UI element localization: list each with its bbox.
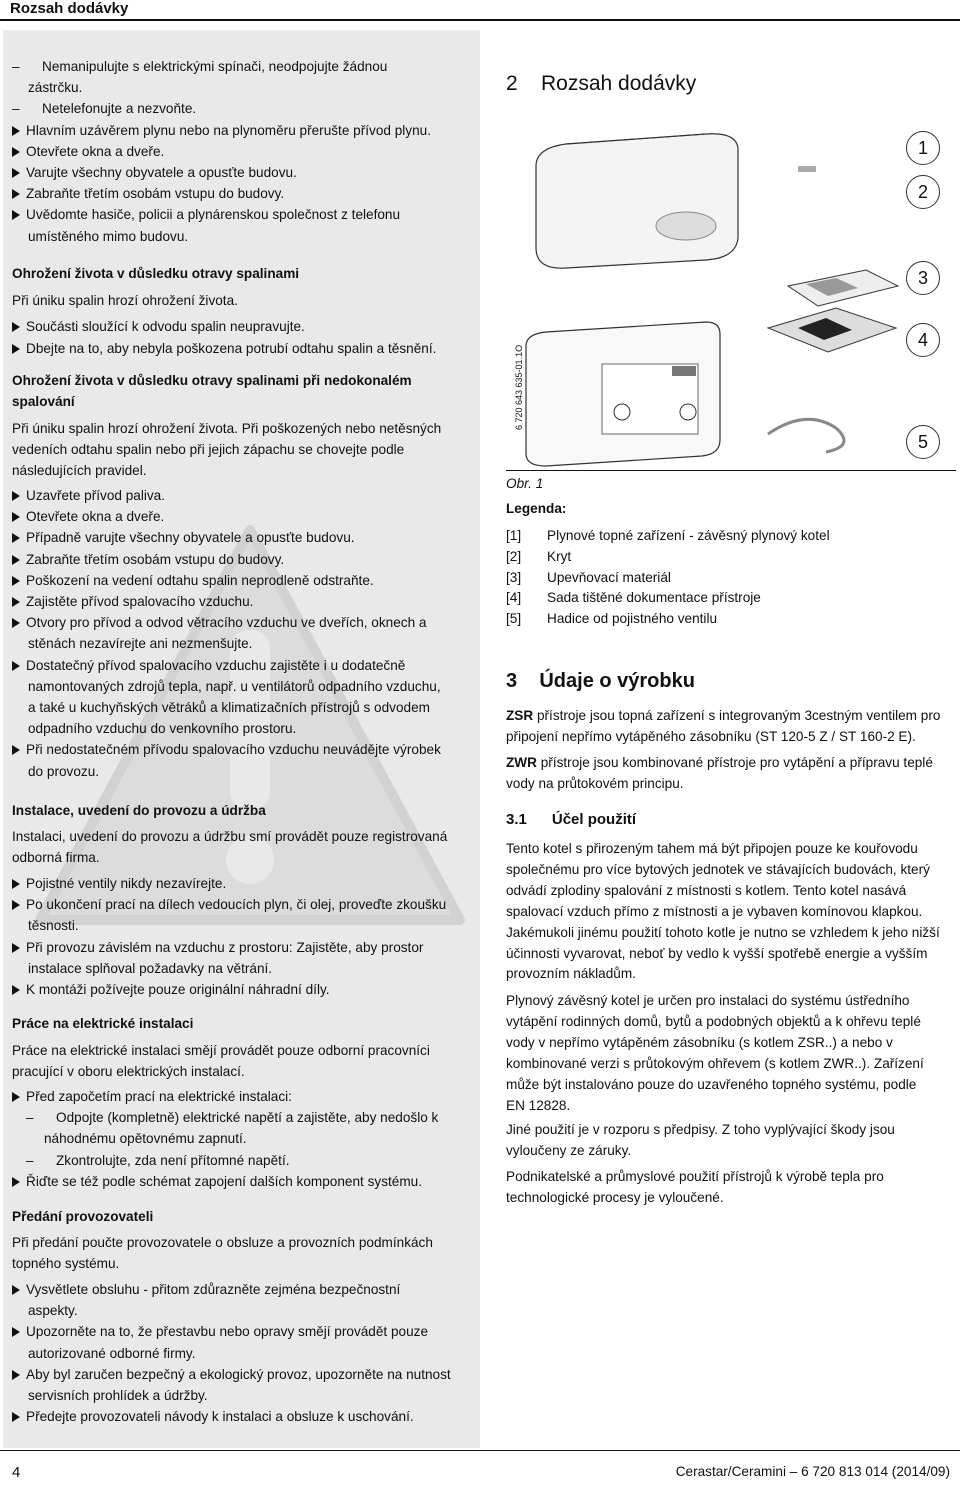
dash-text: Odpojte (kompletně) elektrické napětí a zajistěte, aby nedošlo k [56,1110,439,1126]
zsr-text-1: přístroje jsou topná zařízení s integrovaným 3cestným ventilem pro [533,708,941,723]
figure-callout-5: 5 [906,425,940,459]
figure-callout-4: 4 [906,323,940,357]
heading-incomplete-combustion: Ohrožení života v důsledku otravy spalinami při nedokonalém [12,373,412,388]
bullet-text: Varujte všechny obyvatele a opusťte budovu. [26,165,297,180]
bullet-item [12,338,436,359]
arrow-bullet-icon [12,126,20,136]
bullet-text: Zajistěte přívod spalovacího vzduchu. [26,594,254,609]
bullet-item [12,485,165,506]
continuation-line: stěnách nezavírejte ani nezmenšujte. [28,636,253,652]
bullet-text: Poškození na vedení odtahu spalin neprodleně odstraňte. [26,572,374,588]
arrow-bullet-icon [12,1177,20,1187]
arrow-bullet-icon [12,344,20,354]
continuation-line: umístěného mimo budovu. [28,228,189,244]
heading-handover: Předání provozovateli [12,1209,154,1224]
paragraph-line: odvádí zplodiny spalování z místnosti s kotlem. Tento kotel nasává [506,882,907,898]
arrow-bullet-icon [12,147,20,157]
dash-text: Zkontrolujte, zda není přítomné napětí. [56,1152,290,1168]
bullet-item [12,612,426,633]
continuation-line: instalace splňoval požadavky na větrání. [28,960,273,976]
bullet-item [12,120,431,141]
paragraph-line: vyloučeny ze záruky. [506,1142,632,1158]
arrow-bullet-icon [12,879,20,889]
paragraph-line: Práce na elektrické instalaci smějí provádět pouze odborní pracovníci [12,1043,430,1058]
bullet-text: Řiďte se též podle schémat zapojení dalších komponent systému. [26,1173,422,1189]
paragraph-line: vytápění rodinných domů, bytů a podobných objektů a k ohřevu teplé [506,1013,921,1029]
bullet-text: Vysvětlete obsluhu - přitom zdůrazněte zejména bezpečnostní [26,1282,401,1297]
bullet-text: Případně varujte všechny obyvatele a opusťte budovu. [26,530,355,546]
bullet-item [12,979,330,1000]
paragraph-line: vedeních odtahu spalin nebo při jejich zápachu se chovejte podle [12,442,405,458]
dash-bullet: – [12,101,20,117]
continuation-line: těsnosti. [28,918,79,934]
arrow-bullet-icon [12,168,20,178]
bullet-text: Upozorněte na to, že přestavbu nebo opravy smějí provádět pouze [26,1324,429,1340]
bullet-text: Zabraňte třetím osobám vstupu do budovy. [26,186,285,202]
zsr-line-1 [506,705,940,726]
bullet-item [12,1086,292,1107]
header-title: Rozsah dodávky [10,0,129,17]
legend-value: Kryt [547,548,572,564]
arrow-bullet-icon [12,322,20,332]
continuation-line: odpadního vzduchu do venkovního prostoru. [28,721,297,737]
bullet-text: Součásti sloužící k odvodu spalin neupravujte. [26,319,305,334]
paragraph-line: vody v nepřímo vytápěném zásobníku (s kotlem ZSR..) a nebo v [506,1034,893,1050]
arrow-bullet-icon [12,189,20,199]
arrow-bullet-icon [12,661,20,671]
legend-value: Upevňovací materiál [547,569,671,585]
figure-caption: Obr. 1 [506,476,544,491]
paragraph-line: Při úniku spalin hrozí ohrožení života. Při poškozených nebo netěsných [12,421,442,436]
bullet-item [12,506,164,527]
bullet-item [12,1171,422,1192]
arrow-bullet-icon [12,1370,20,1380]
page-number: 4 [12,1464,21,1481]
dash-text: Netelefonujte a nezvoňte. [42,101,197,117]
legend-key: [2] [506,548,522,564]
paragraph-line: provozním nákladům. [506,966,636,982]
arrow-bullet-icon [12,555,20,565]
arrow-bullet-icon [12,1092,20,1102]
arrow-bullet-icon [12,900,20,910]
legend-key: [3] [506,569,522,585]
figure-bottom-rule [506,470,956,471]
bullet-text: Dbejte na to, aby nebyla poškozena potrubí odtahu spalin a těsnění. [26,341,437,357]
heading-installation: Instalace, uvedení do provozu a údržba [12,803,266,818]
paragraph-line: Instalaci, uvedení do provozu a údržbu smí provádět pouze registrovaná [12,829,448,844]
heading-incomplete-combustion-2: spalování [12,394,75,409]
paragraph-line: kombinované verzi s průtokovým ohřevem (s kotlem ZWR..). Zařízení [506,1055,924,1071]
bullet-item [12,549,284,570]
bullet-item [12,570,374,591]
paragraph-line: Podnikatelské a průmyslové použití přístrojů k výrobě tepla pro [506,1169,884,1184]
zsr-label: ZSR [506,708,534,723]
zwr-line-2: vody na průtokovém principu. [506,776,684,791]
bullet-item [12,1364,451,1385]
continuation-line: zástrčku. [28,80,83,96]
bullet-text: K montáži požívejte pouze originální náhradní díly. [26,982,330,997]
paragraph-line: následujících pravidel. [12,463,147,479]
bullet-item [12,162,297,183]
zwr-label: ZWR [506,755,537,770]
bullet-item [12,655,405,676]
paragraph-line: může být instalováno pouze do uzavřeného topného systému, podle [506,1076,917,1092]
legend-title: Legenda: [506,501,567,516]
document-reference: Cerastar/Ceramini – 6 720 813 014 (2014/09) [675,1464,950,1479]
bullet-text: Před započetím prací na elektrické instalaci: [26,1089,292,1104]
continuation-line: servisních prohlídek a údržby. [28,1388,208,1403]
bullet-text: Aby byl zaručen bezpečný a ekologický provoz, upozorněte na nutnost [26,1366,451,1382]
page-header [0,0,960,30]
bullet-text: Otevřete okna a dveře. [26,143,165,159]
bullet-text: Pojistné ventily nikdy nezavírejte. [26,876,227,891]
header-rule [0,19,960,21]
bullet-text: Otvory pro přívod a odvod větracího vzduchu ve dveřích, oknech a [26,615,427,631]
paragraph-line: Při předání poučte provozovatele o obsluze a provozních podmínkách [12,1235,433,1250]
figure-callout-2: 2 [906,175,940,209]
legend-key: [4] [506,590,522,606]
paragraph-line: Jiné použití je v rozporu s předpisy. Z toho vyplývající škody jsou [506,1122,895,1137]
paragraph-line: pracující v oboru elektrických instalací. [12,1064,245,1080]
paragraph-line: společnému pro více bytových jednotek ve stávajících budovách, který [506,861,930,877]
dash-item [26,1150,290,1171]
arrow-bullet-icon [12,745,20,755]
arrow-bullet-icon [12,985,20,995]
zwr-text-1: přístroje jsou kombinované přístroje pro vytápění a přípravu teplé [536,755,933,770]
paragraph-line: spalovací vzduch přímo z místnosti a je vybaven komínovou klapkou. [506,903,923,919]
paragraph-line: EN 12828. [506,1097,571,1113]
bullet-item [12,204,400,225]
bullet-text: Předejte provozovateli návody k instalaci a obsluze k uschování. [26,1409,414,1425]
bullet-text: Uvědomte hasiče, policii a plynárenskou společnost z telefonu [26,207,401,223]
heading-electrical: Práce na elektrické instalaci [12,1016,194,1031]
dash-bullet: – [26,1110,34,1126]
section-3-title: 3 Údaje o výrobku [506,670,695,692]
arrow-bullet-icon [12,618,20,628]
arrow-bullet-icon [12,1285,20,1295]
paragraph-line: topného systému. [12,1256,120,1272]
figure-callout-3: 3 [906,261,940,295]
bullet-item [12,1279,400,1300]
arrow-bullet-icon [12,512,20,522]
bullet-item [12,591,253,612]
bullet-text: Při nedostatečném přívodu spalovacího vzduchu neuvádějte výrobek [26,742,441,758]
arrow-bullet-icon [12,533,20,543]
arrow-bullet-icon [12,943,20,953]
dash-item [26,1107,438,1128]
continuation-line: a také u kuchyňských větráků a klimatizačních přístrojů s odvodem [28,700,430,715]
figure-code: 6 720 643 635-01.1O [514,344,524,430]
arrow-bullet-icon [12,210,20,220]
zsr-line-2: připojení nepřímo vytápěného zásobníku (ST 120-5 Z / ST 160-2 E). [506,729,916,744]
dash-item [12,98,196,119]
bullet-item [12,894,446,915]
arrow-bullet-icon [12,1327,20,1337]
bullet-item [12,316,305,337]
continuation-line: aspekty. [28,1303,78,1319]
continuation-line: náhodnému opětovnému zapnutí. [44,1131,247,1147]
section-2-title: 2 Rozsah dodávky [506,72,697,95]
bullet-item [12,739,441,760]
boiler-figure [506,108,956,470]
arrow-bullet-icon [12,491,20,501]
heading-poisoning: Ohrožení života v důsledku otravy spalinami [12,266,300,281]
zwr-line-1 [506,752,933,773]
paragraph-line: Plynový závěsný kotel je určen pro instalaci do systému ústředního [506,993,910,1008]
paragraph-line: odborná firma. [12,850,100,866]
bullet-item [12,527,355,548]
bullet-item [12,1406,414,1427]
legend-value: Plynové topné zařízení - závěsný plynový kotel [547,528,830,543]
bullet-text: Uzavřete přívod paliva. [26,488,166,503]
bullet-item [12,937,423,958]
legend-key: [1] [506,528,522,543]
dash-item [12,56,387,77]
legend-key: [5] [506,611,522,627]
paragraph: Při úniku spalin hrozí ohrožení života. [12,293,238,308]
dash-text: Nemanipulujte s elektrickými spínači, neodpojujte žádnou [42,59,388,74]
paragraph-line: Jakémukoli jinému použití tohoto kotle je nutno se vzhledem k jeho nižší [506,924,940,940]
bullet-text: Zabraňte třetím osobám vstupu do budovy. [26,551,285,567]
bullet-item [12,183,284,204]
bullet-text: Po ukončení prací na dílech vedoucích plyn, či olej, proveďte zkoušku [26,897,447,913]
bullet-item [12,1321,428,1342]
section-3-1-title: 3.1 Účel použití [506,811,637,828]
arrow-bullet-icon [12,1412,20,1422]
continuation-line: namontovaných zdrojů tepla, např. u ventilátorů odpadního vzduchu, [28,678,441,694]
paragraph-line: účinnosti vyvarovat, neboť by vedlo k vyšší spotřebě energie a vyšším [506,945,928,961]
paragraph-line: Tento kotel s přirozeným tahem má být připojen pouze ke kouřovodu [506,841,918,856]
bullet-item [12,873,226,894]
paragraph-line: technologické procesy je vyloučené. [506,1189,724,1205]
bullet-text: Hlavním uzávěrem plynu nebo na plynoměru přerušte přívod plynu. [26,122,432,138]
dash-bullet: – [26,1152,34,1168]
continuation-line: autorizované odborné firmy. [28,1345,196,1361]
legend-value: Sada tištěné dokumentace přístroje [547,590,761,606]
bullet-item [12,141,164,162]
figure-callout-1: 1 [906,131,940,165]
arrow-bullet-icon [12,597,20,607]
arrow-bullet-icon [12,576,20,586]
bullet-text: Dostatečný přívod spalovacího vzduchu zajistěte i u dodatečně [26,657,406,673]
bullet-text: Při provozu závislém na vzduchu z prostoru: Zajistěte, aby prostor [26,939,424,955]
dash-bullet: – [12,59,20,74]
continuation-line: do provozu. [28,763,100,779]
legend-value: Hadice od pojistného ventilu [547,611,718,627]
footer-rule [0,1450,960,1451]
bullet-text: Otevřete okna a dveře. [26,509,165,525]
